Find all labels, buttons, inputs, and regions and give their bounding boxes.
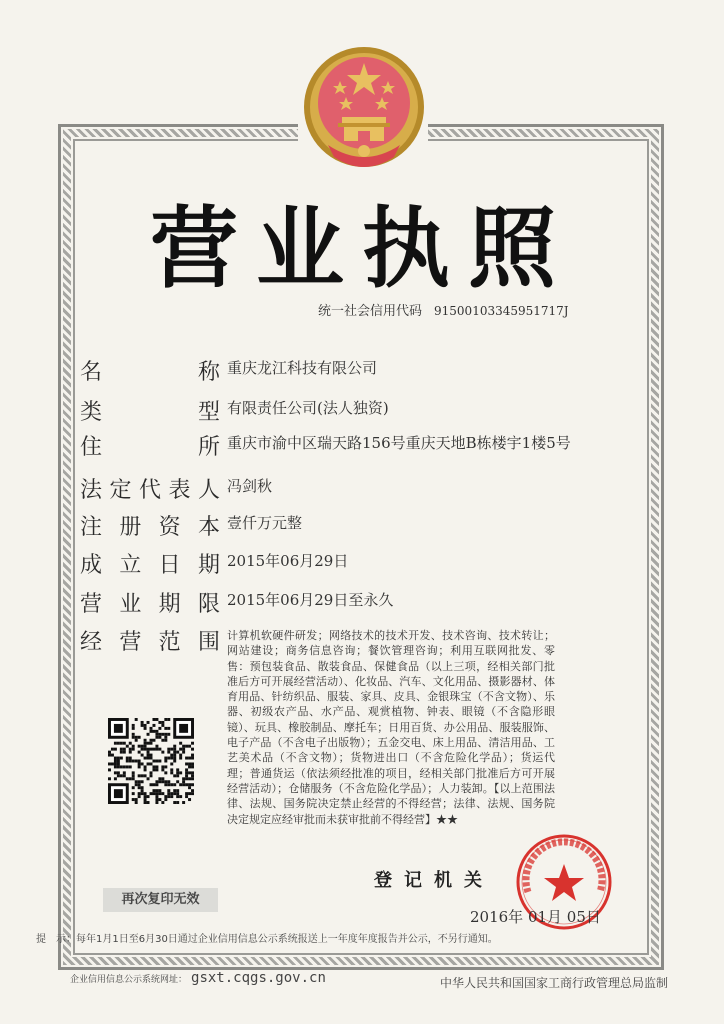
- field-label-term: 营 业 期 限: [80, 592, 220, 617]
- credit-code-line: [318, 300, 569, 319]
- footer-website: [70, 970, 326, 986]
- footer-supervisor: 中华人民共和国国家工商行政管理总局监制: [440, 976, 669, 990]
- field-value-name: 重庆龙江科技有限公司: [227, 359, 378, 377]
- qr-code-icon[interactable]: [108, 718, 194, 804]
- credit-code: 91500103345951717J: [434, 304, 569, 318]
- field-value-legal-rep: 冯剑秋: [227, 477, 273, 495]
- field-value-capital: 壹仟万元整: [227, 514, 303, 532]
- field-value-established: 2015年06月29日: [227, 552, 349, 570]
- field-label-established: 成 立 日 期: [80, 553, 220, 578]
- field-label-name: 名 称: [80, 360, 220, 385]
- field-label-legal-rep: 法 定 代 表 人: [80, 478, 220, 503]
- field-label-address: 住 所: [80, 435, 220, 460]
- registration-authority: 登记机关: [374, 870, 494, 891]
- field-label-type: 类 型: [80, 400, 220, 425]
- field-label-scope: 经 营 范 围: [80, 630, 220, 655]
- field-value-term: 2015年06月29日至永久: [227, 591, 394, 609]
- field-label-capital: 注 册 资 本: [80, 515, 220, 540]
- footer-website-label: 企业信用信息公示系统网址：: [70, 975, 188, 985]
- issue-date: 2016年 01月 05日: [470, 908, 601, 926]
- footer-url-link[interactable]: gsxt.cqgs.gov.cn: [191, 970, 326, 986]
- national-emblem-icon: [300, 45, 428, 177]
- annual-report-hint: 提 示：每年1月1日至6月30日通过企业信用信息公示系统报送上一年度年度报告并公示，不另行通知。: [36, 934, 498, 945]
- credit-code-label: 统一社会信用代码: [318, 304, 423, 319]
- reprint-notice: 再次复印无效: [103, 888, 218, 912]
- field-value-type: 有限责任公司(法人独资): [227, 399, 389, 417]
- business-scope-text: 计算机软硬件研发；网络技术的技术开发、技术咨询、技术转让；网站建设；商务信息咨询；餐饮管理咨询；利用互联网批发、零售：预包装食品、散装食品、保健食品（以上三项，经相关部门批准后方可开展经营活动）、化妆品、汽车、文化用品、摄影器材、体育用品、针纺织品、服装、家具、皮具、金银珠宝（不含文物）、乐器、初级农产品、水产品、观赏植物、钟表、眼镜（不含隐形眼镜）、玩具、橡胶制品、摩托车；日用百货、办公用品、服装服饰、电子产品（不含电子出版物）；五金交电、床上用品、清洁用品、工艺美术品（不含文物）；货物进出口（不含危险化学品）；货运代理；普通货运（依法须经批准的项目，经相关部门批准后方可开展经营活动）；仓储服务（不含危险化学品）；人力装卸。【以上范围法律、法规、国务院决定禁止经营的不得经营；法律、法规、国务院决定规定应经审批而未获审批前不得经营】★★: [227, 629, 555, 826]
- document-title: 营业执照: [149, 196, 574, 300]
- field-value-address: 重庆市渝中区瑞天路156号重庆天地B栋楼宇1楼5号: [227, 434, 571, 452]
